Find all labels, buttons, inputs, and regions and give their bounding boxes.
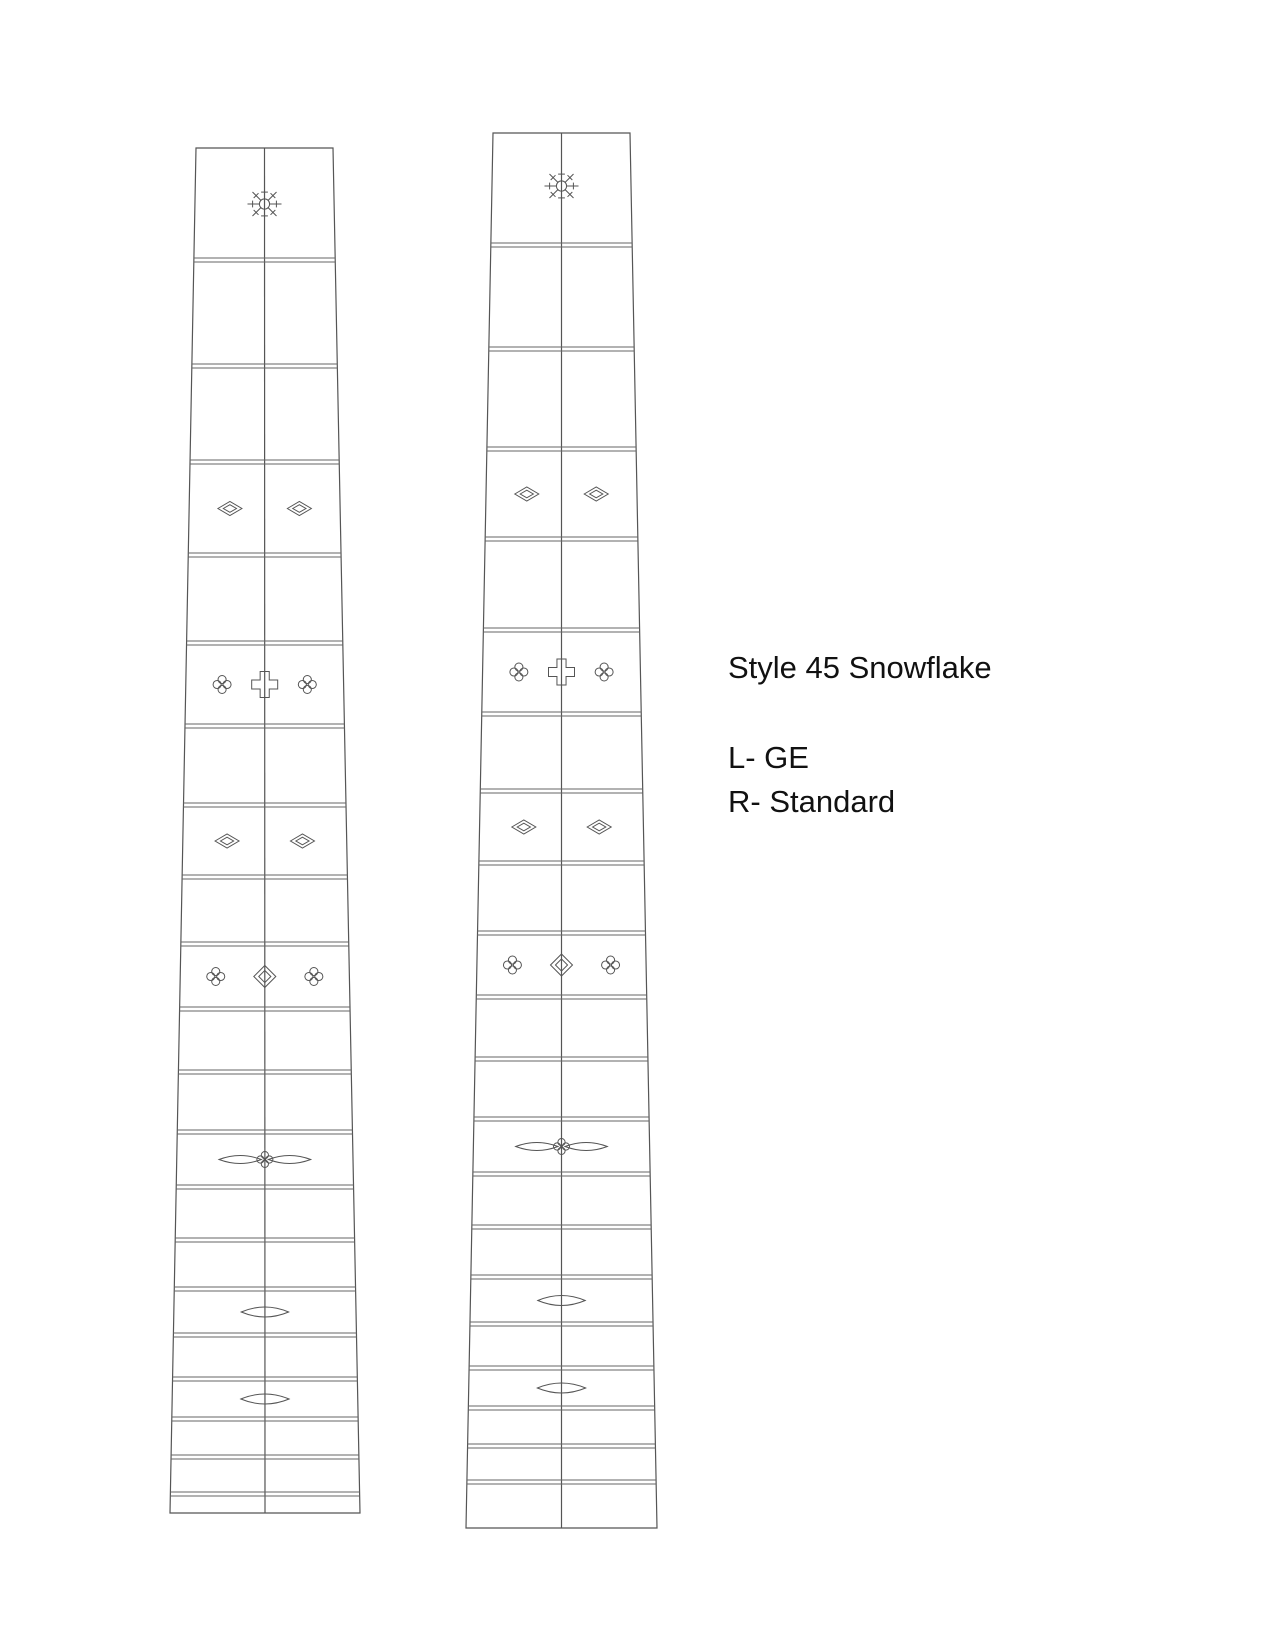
inlay-double-leaf-4-a — [219, 1156, 261, 1164]
inlay-diamond-trio-3-a-petal — [217, 972, 225, 980]
fingerboard-right — [466, 133, 657, 1528]
inlay-diamond-trio-3-a-petal — [508, 956, 516, 964]
inlay-double-diamond-2-b — [290, 834, 314, 848]
fingerboard-left — [170, 148, 360, 1513]
inlay-snowflake-trio-1-b-petal — [600, 673, 608, 681]
inlay-double-diamond-0-b-inner — [590, 490, 603, 498]
inlay-double-leaf-4-b — [268, 1156, 310, 1164]
inlay-snowflake-trio-1-b-petal — [303, 676, 311, 684]
inlay-diamond-trio-3-a-petal — [207, 972, 215, 980]
inlay-diamond-trio-3-b-petal — [602, 961, 610, 969]
inlay-snowflake-trio-1-a-petal — [218, 685, 226, 693]
snowflake-icon-arm — [252, 192, 260, 200]
inlay-diamond-trio-3-b-petal — [305, 972, 313, 980]
inlay-snowflake-trio-1-a-petal — [515, 663, 523, 671]
inlay-diamond-trio-3-a — [503, 956, 521, 974]
inlay-diamond-trio-3-a-petal — [212, 977, 220, 985]
snowflake-icon-arm — [268, 192, 276, 200]
legend-right: R- Standard — [728, 784, 896, 819]
inlay-snowflake-trio-1-a-petal — [520, 668, 528, 676]
inlay-double-leaf-4-b — [565, 1143, 607, 1151]
inlay-snowflake-trio-1-a-petal — [218, 676, 226, 684]
inlay-snowflake-trio-1-b-petal — [595, 668, 603, 676]
inlay-snowflake-trio-1-a-petal — [223, 680, 231, 688]
inlay-snowflake-trio-1-b — [298, 676, 316, 694]
snowflake-icon-arm — [549, 190, 557, 198]
inlay-double-diamond-2-a — [215, 834, 239, 848]
inlay-snowflake-trio-1-b-petal — [308, 680, 316, 688]
inlay-double-diamond-2-a — [512, 820, 536, 834]
inlay-diamond-trio-3-a-petal — [212, 968, 220, 976]
snowflake-icon-arm — [565, 190, 573, 198]
center-line — [265, 148, 266, 1513]
inlay-snowflake-trio-1-a — [510, 663, 528, 681]
inlay-double-diamond-0-a — [515, 487, 539, 501]
diagram-title: Style 45 Snowflake — [728, 650, 992, 685]
inlay-diamond-trio-3-a-petal — [513, 961, 521, 969]
inlay-diamond-trio-3-b — [305, 968, 323, 986]
snowflake-icon-arm — [549, 174, 557, 182]
inlay-double-diamond-2-a-inner — [517, 823, 530, 831]
inlay-snowflake-trio-1-a-petal — [213, 680, 221, 688]
inlay-double-leaf-4-a — [516, 1143, 558, 1151]
inlay-double-diamond-2-b-inner — [296, 837, 309, 845]
inlay-diamond-trio-3-b-petal — [607, 956, 615, 964]
inlay-double-diamond-0-b-inner — [293, 505, 306, 513]
inlay-diamond-trio-3-b-petal — [611, 961, 619, 969]
legend-left: L- GE — [728, 740, 809, 775]
inlay-diamond-trio-3-b-petal — [315, 972, 323, 980]
inlay-double-diamond-2-a-inner — [220, 837, 233, 845]
inlay-snowflake-trio-1-b — [595, 663, 613, 681]
snowflake-icon-arm — [565, 174, 573, 182]
inlay-snowflake-trio-1-a-petal — [510, 668, 518, 676]
inlay-double-diamond-0-a — [218, 502, 242, 516]
inlay-diamond-trio-3-b — [602, 956, 620, 974]
inlay-snowflake-trio-1-b-petal — [303, 685, 311, 693]
snowflake-icon-arm — [252, 208, 260, 216]
inlay-double-diamond-0-a-inner — [520, 490, 533, 498]
inlay-snowflake-trio-1-b-petal — [605, 668, 613, 676]
inlay-snowflake-trio-1-a — [213, 676, 231, 694]
inlay-double-diamond-2-b — [587, 820, 611, 834]
inlay-diamond-trio-3-b-petal — [310, 968, 318, 976]
snowflake-icon-arm — [268, 208, 276, 216]
inlay-snowflake-trio-1-b-petal — [600, 663, 608, 671]
inlay-diamond-trio-3-b-petal — [607, 966, 615, 974]
inlay-diamond-trio-3-b-petal — [310, 977, 318, 985]
inlay-double-diamond-0-b — [584, 487, 608, 501]
inlay-diamond-trio-3-a-petal — [508, 966, 516, 974]
inlay-double-diamond-0-b — [287, 502, 311, 516]
inlay-double-diamond-2-b-inner — [593, 823, 606, 831]
inlay-diamond-trio-3-a — [207, 968, 225, 986]
inlay-snowflake-trio-1-a-petal — [515, 673, 523, 681]
inlay-diamond-trio-3-a-petal — [503, 961, 511, 969]
inlay-double-diamond-0-a-inner — [223, 505, 236, 513]
inlay-snowflake-trio-1-b-petal — [298, 680, 306, 688]
